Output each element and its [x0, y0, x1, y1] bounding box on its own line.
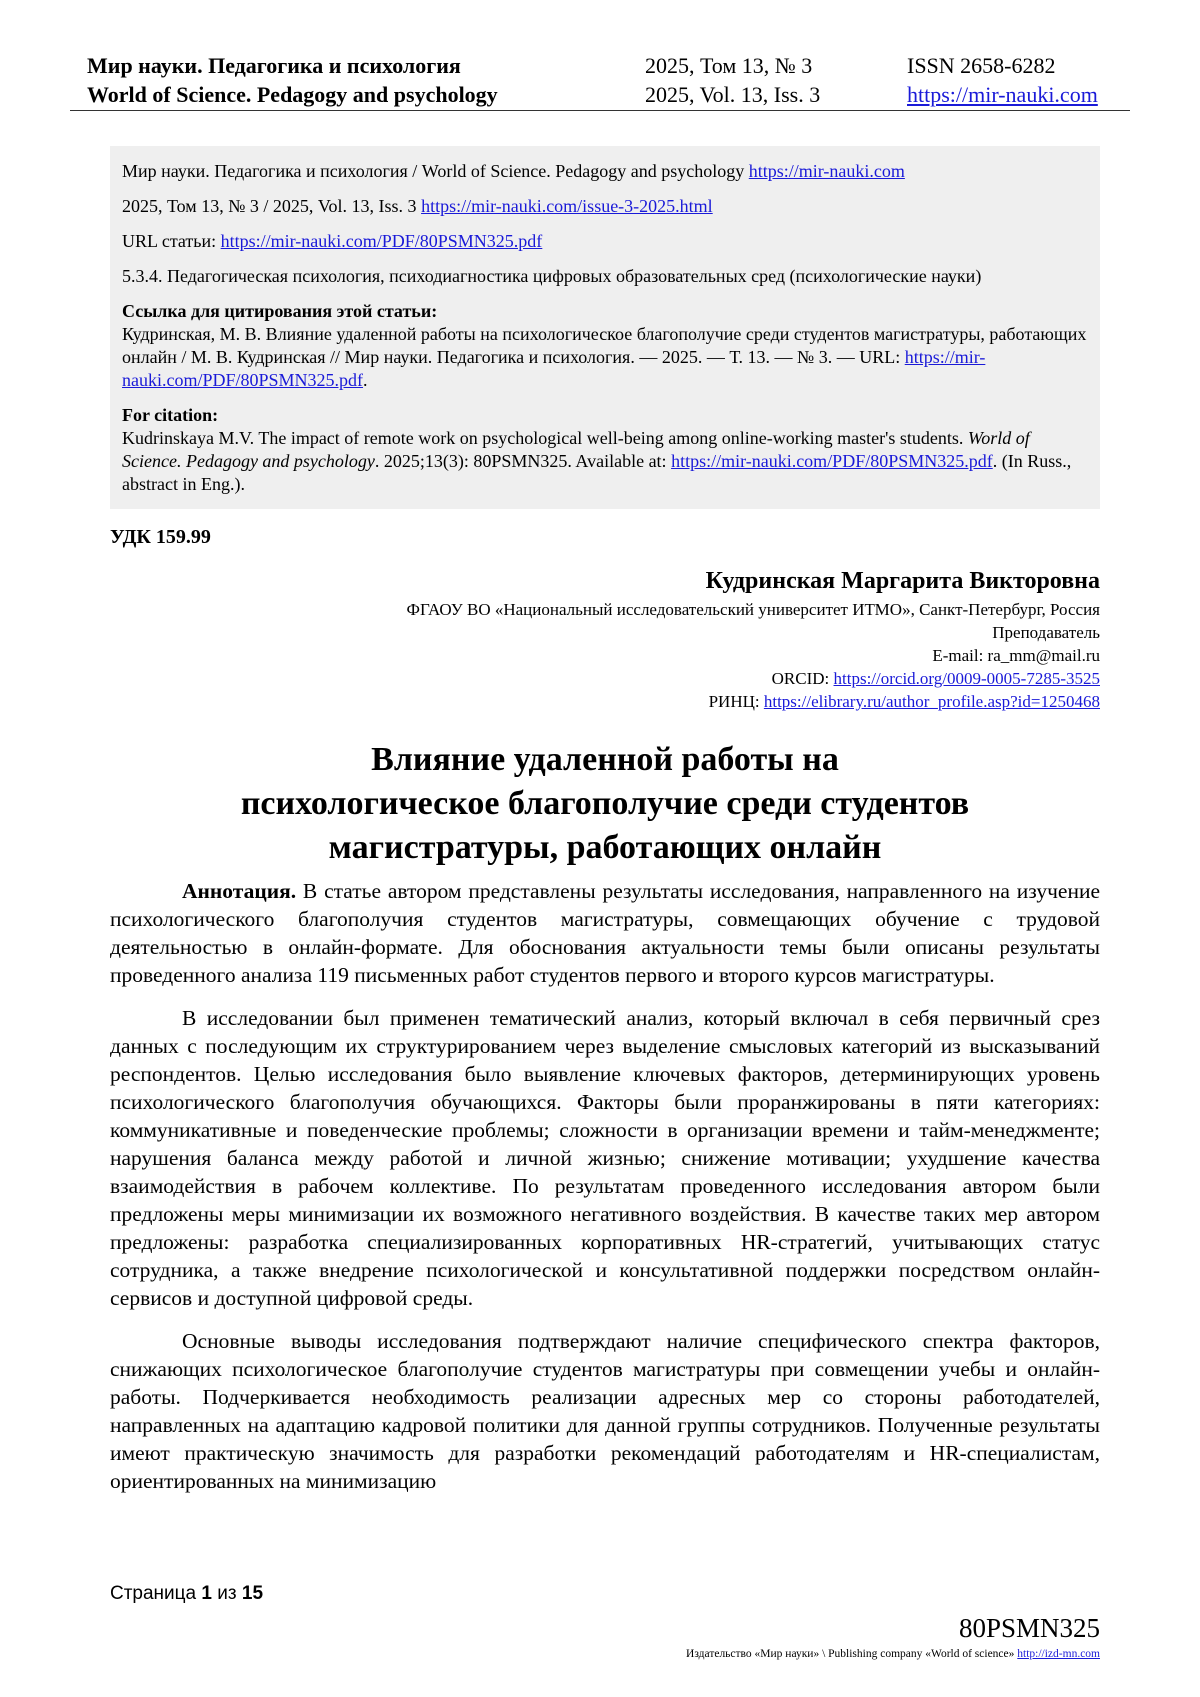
page-current: 1: [201, 1583, 212, 1604]
issue-en: 2025, Vol. 13, Iss. 3: [645, 82, 821, 107]
citation-en-journal: World of Science. Pedagogy and psychology: [122, 428, 1030, 471]
header-divider: [70, 110, 1130, 111]
citation-en-text: Kudrinskaya M.V. The impact of remote work on psychological well-being among online-working master's students.: [122, 428, 968, 448]
page-prefix: Страница: [110, 1583, 202, 1604]
article-pdf-link[interactable]: https://mir-nauki.com/PDF/80PSMN325.pdf: [220, 231, 543, 251]
citation-ru: [122, 300, 1088, 392]
page-mid: из: [211, 1583, 242, 1604]
article-title: [110, 738, 1100, 870]
citation-en-link[interactable]: https://mir-nauki.com/PDF/80PSMN325.pdf: [671, 451, 993, 471]
issue-link[interactable]: https://mir-nauki.com/issue-3-2025.html: [421, 196, 713, 216]
orcid-link[interactable]: https://orcid.org/0009-0005-7285-3525: [833, 669, 1100, 688]
title-line-1: Влияние удаленной работы на: [371, 741, 839, 778]
info-specialty-line: 5.3.4. Педагогическая психология, психодиагностика цифровых образовательных сред (психологические науки): [122, 266, 982, 286]
journal-title-en: World of Science. Pedagogy and psychology: [87, 82, 498, 107]
citation-ru-end: .: [363, 370, 368, 390]
article-info-box: [110, 146, 1100, 509]
citation-en-body: [122, 427, 1088, 496]
abstract-p1-text: В статье автором представлены результаты исследования, направленного на изучение психологического благополучия студентов магистратуры, совмещающих обучение с трудовой деятельностью в онлайн-формате. Для обоснования актуальности темы были описаны результаты проведенного анализа 119 письменных работ студентов первого и второго курсов магистратуры.: [110, 879, 1100, 987]
citation-ru-text: Кудринская, М. В. Влияние удаленной работы на психологическое благополучие среди студентов магистратуры, работающих онлайн / М. В. Кудринская // Мир науки. Педагогика и психология. — 2025. — Т. 13. — № 3. — URL:: [122, 324, 1087, 367]
author-affiliation: ФГАОУ ВО «Национальный исследовательский университет ИТМО», Санкт-Петербург, Россия: [406, 600, 1100, 619]
citation-en-rest: . 2025;13(3): 80PSMN325. Available at:: [374, 451, 672, 471]
author-orcid: [100, 667, 1100, 690]
publisher-link[interactable]: http://izd-mn.com: [1017, 1648, 1100, 1660]
udk-code: УДК 159.99: [110, 526, 211, 548]
publisher-line: [686, 1648, 1100, 1660]
page-number: [110, 1583, 263, 1605]
citation-ru-body: [122, 323, 1088, 392]
citation-ru-link[interactable]: https://mir-nauki.com/PDF/80PSMN325.pdf: [122, 347, 986, 390]
article-code: 80PSMN325: [958, 1613, 1100, 1643]
citation-en: [122, 404, 1088, 496]
title-line-2: психологическое благополучие среди студентов: [240, 785, 970, 822]
info-journal-text: Мир науки. Педагогика и психология / World of Science. Pedagogy and psychology: [122, 161, 749, 181]
rinc-label: РИНЦ:: [708, 692, 764, 711]
issn: ISSN 2658-6282: [907, 53, 1056, 78]
citation-ru-heading: Ссылка для цитирования этой статьи:: [122, 301, 438, 321]
rinc-link[interactable]: https://elibrary.ru/author_profile.asp?id=1250468: [763, 692, 1100, 711]
title-line-3: магистратуры, работающих онлайн: [328, 829, 882, 866]
citation-en-end: . (In Russ., abstract in Eng.).: [122, 451, 1072, 494]
abstract: [110, 877, 1100, 1510]
info-issue-text: 2025, Том 13, № 3 / 2025, Vol. 13, Iss. 3: [122, 196, 422, 216]
publisher-text: Издательство «Мир науки» \ Publishing company «World of science»: [686, 1648, 1018, 1660]
author-position: Преподаватель: [992, 623, 1100, 642]
author-rinc: [100, 690, 1100, 713]
abstract-paragraph-1: [110, 877, 1100, 989]
orcid-label: ORCID:: [771, 669, 834, 688]
abstract-paragraph-2: В исследовании был применен тематический анализ, который включал в себя первичный срез данных с последующим их структурированием через выделение смысловых категорий из высказываний респондентов. Целью исследования было выявление ключевых факторов, детерминирующих уровень психологического благополучия обучающихся. Факторы были проранжированы в пяти категориях: коммуникативные и поведенческие проблемы; сложности в организации времени и тайм-менеджменте; нарушения баланса между работой и личной жизнью; снижение мотивации; ухудшение качества взаимодействия в рабочем коллективе. По результатам проведенного исследования автором были предложены меры минимизации их возможного негативного воздействия. В качестве таких мер автором предложены: разработка специализированных корпоративных HR-стратегий, учитывающих статус сотрудника, а также внедрение психологической и консультативной поддержки посредством онлайн-сервисов и доступной цифровой среды.: [110, 1006, 1100, 1310]
info-journal-line: [122, 160, 1088, 183]
page-header: [87, 51, 1127, 109]
abstract-label: Аннотация.: [182, 879, 297, 903]
info-url-label: URL статьи:: [122, 231, 221, 251]
journal-link[interactable]: https://mir-nauki.com: [748, 161, 905, 181]
info-url-line: [122, 230, 1088, 253]
author-email: E-mail: ra_mm@mail.ru: [932, 646, 1100, 665]
journal-title-ru: Мир науки. Педагогика и психология: [87, 53, 461, 78]
abstract-paragraph-3: Основные выводы исследования подтверждают наличие специфического спектра факторов, снижающих психологическое благополучие студентов магистратуры при совмещении учебы и онлайн-работы. Подчеркивается необходимость реализации адресных мер со стороны работодателей, направленных на адаптацию кадровой политики для данной группы сотрудников. Полученные результаты имеют практическую значимость для разработки рекомендаций работодателям и HR-специалистам, ориентированных на минимизацию: [110, 1329, 1100, 1493]
info-issue-line: [122, 195, 1088, 218]
page-total: 15: [241, 1583, 264, 1604]
author-block: [100, 566, 1100, 713]
issue-ru: 2025, Том 13, № 3: [645, 53, 813, 78]
citation-en-heading: For citation:: [122, 405, 219, 425]
site-link[interactable]: https://mir-nauki.com: [907, 82, 1098, 107]
author-name: Кудринская Маргарита Викторовна: [705, 568, 1100, 594]
